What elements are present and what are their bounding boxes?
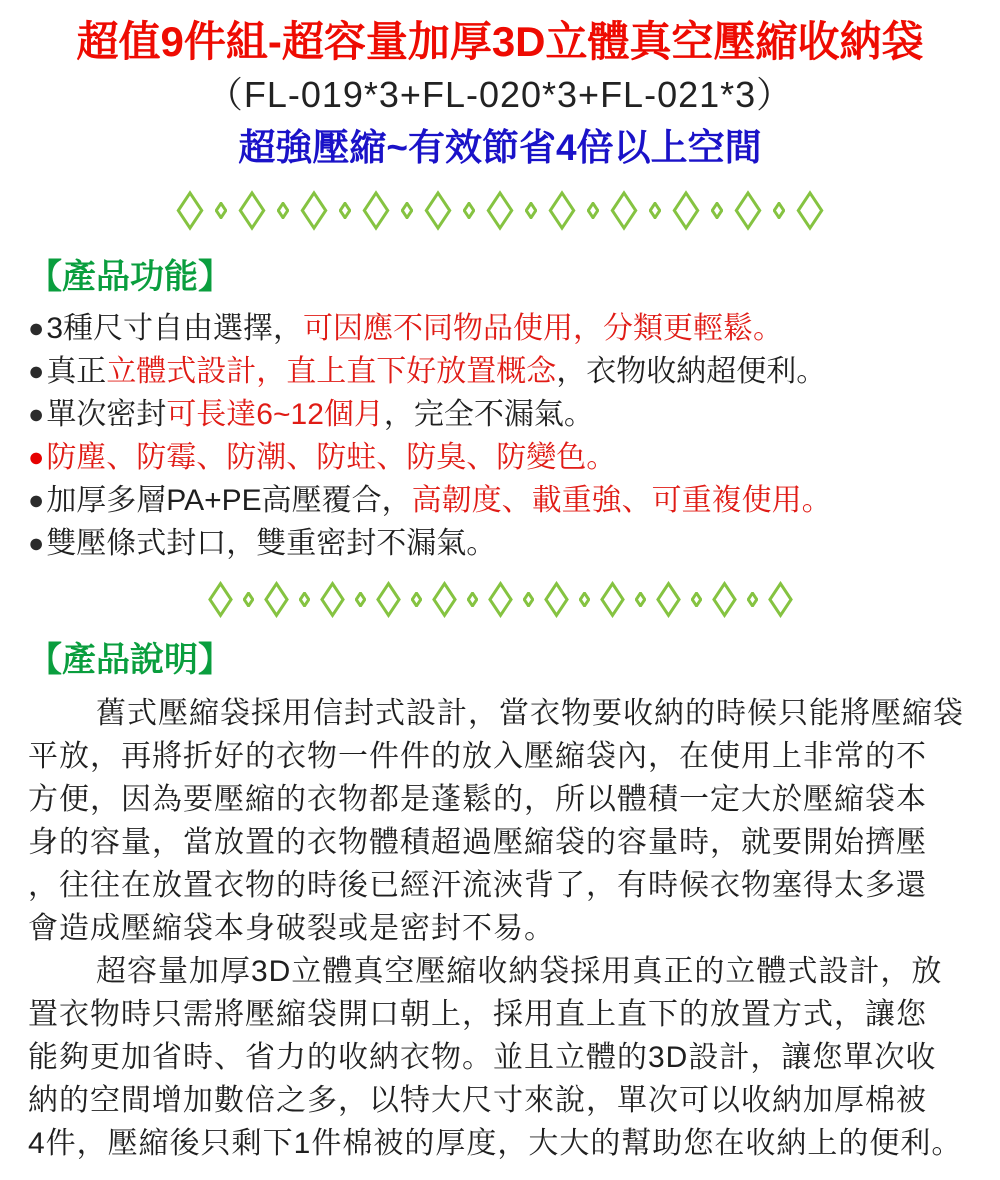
feature-item: [28, 436, 972, 479]
diamond-icon: [339, 202, 351, 219]
diamond-icon: [733, 190, 763, 231]
diamond-icon: [299, 592, 310, 607]
diamond-icon: [355, 592, 366, 607]
description-paragraph: 舊式壓縮袋採用信封式設計，當衣物要收納的時候只能將壓縮袋 平放，再將折好的衣物一件件的放入壓縮袋內，在使用上非常的不 方便，因為要壓縮的衣物都是蓬鬆的，所以體積一定大於壓縮袋本 身的容量，當放置的衣物體積超過壓縮袋的容量時，就要開始擠壓 ，往往在放置衣物的時後已經汗流浹背了，有時候衣物塞得太多還 會造成壓縮袋本身破裂或是密封不易。: [28, 697, 964, 946]
diamond-divider: [28, 190, 972, 231]
diamond-icon: [243, 592, 254, 607]
diamond-icon: [609, 190, 639, 231]
diamond-icon: [467, 592, 478, 607]
diamond-icon: [547, 190, 577, 231]
description-heading: 【產品說明】: [28, 641, 232, 680]
diamond-icon: [277, 202, 289, 219]
diamond-icon: [237, 190, 267, 231]
diamond-icon: [485, 190, 515, 231]
bullet-icon: ●: [28, 399, 45, 430]
feature-text: 加厚多層PA+PE高壓覆合，高韌度、載重強、可重複使用。: [46, 484, 832, 518]
diamond-icon: [579, 592, 590, 607]
bullet-icon: ●: [28, 528, 45, 559]
diamond-icon: [635, 592, 646, 607]
diamond-icon: [767, 581, 794, 618]
bullet-icon: ●: [28, 442, 45, 473]
diamond-icon: [523, 592, 534, 607]
diamond-icon: [423, 190, 453, 231]
feature-item: [28, 350, 972, 393]
diamond-icon: [263, 581, 290, 618]
feature-item: [28, 522, 972, 565]
diamond-icon: [711, 202, 723, 219]
feature-text: 單次密封可長達6~12個月，完全不漏氣。: [46, 398, 594, 432]
diamond-divider: [28, 581, 972, 618]
diamond-icon: [361, 190, 391, 231]
description-paragraphs: [28, 692, 972, 1165]
feature-list: [28, 307, 972, 565]
diamond-icon: [299, 190, 329, 231]
feature-text: 3種尺寸自由選擇，可因應不同物品使用，分類更輕鬆。: [46, 312, 783, 346]
feature-item: [28, 307, 972, 350]
bullet-icon: ●: [28, 356, 45, 387]
diamond-icon: [525, 202, 537, 219]
diamond-icon: [543, 581, 570, 618]
diamond-icon: [431, 581, 458, 618]
feature-item: [28, 479, 972, 522]
feature-text: 防塵、防霉、防潮、防蛀、防臭、防變色。: [46, 441, 617, 475]
bullet-icon: ●: [28, 485, 45, 516]
model-codes: （FL-019*3+FL-020*3+FL-021*3）: [206, 73, 794, 115]
diamond-icon: [401, 202, 413, 219]
diamond-icon: [655, 581, 682, 618]
diamond-icon: [773, 202, 785, 219]
feature-text: 真正立體式設計，直上直下好放置概念，衣物收納超便利。: [46, 355, 827, 389]
diamond-icon: [587, 202, 599, 219]
diamond-icon: [649, 202, 661, 219]
diamond-icon: [319, 581, 346, 618]
features-heading: 【產品功能】: [28, 258, 232, 297]
diamond-icon: [215, 202, 227, 219]
diamond-icon: [599, 581, 626, 618]
diamond-icon: [747, 592, 758, 607]
product-title: 超值9件組-超容量加厚3D立體真空壓縮收納袋: [76, 18, 924, 65]
diamond-icon: [463, 202, 475, 219]
diamond-icon: [671, 190, 701, 231]
diamond-icon: [411, 592, 422, 607]
compression-tagline: 超強壓縮~有效節省4倍以上空間: [238, 126, 762, 168]
diamond-icon: [175, 190, 205, 231]
diamond-icon: [207, 581, 234, 618]
diamond-icon: [711, 581, 738, 618]
diamond-icon: [375, 581, 402, 618]
bullet-icon: ●: [28, 313, 45, 344]
diamond-icon: [691, 592, 702, 607]
feature-item: [28, 393, 972, 436]
diamond-icon: [487, 581, 514, 618]
description-paragraph: 超容量加厚3D立體真空壓縮收納袋採用真正的立體式設計，放 置衣物時只需將壓縮袋開口朝上，採用直上直下的放置方式，讓您 能夠更加省時、省力的收納衣物。並且立體的3D設計，讓您單次收 納的空間增加數倍之多，以特大尺寸來說，單次可以收納加厚棉被 4件，壓縮後只剩下1件棉被的厚度，大大的幫助您在收納上的便利。: [28, 955, 963, 1161]
feature-text: 雙壓條式封口，雙重密封不漏氣。: [46, 527, 497, 561]
diamond-icon: [795, 190, 825, 231]
